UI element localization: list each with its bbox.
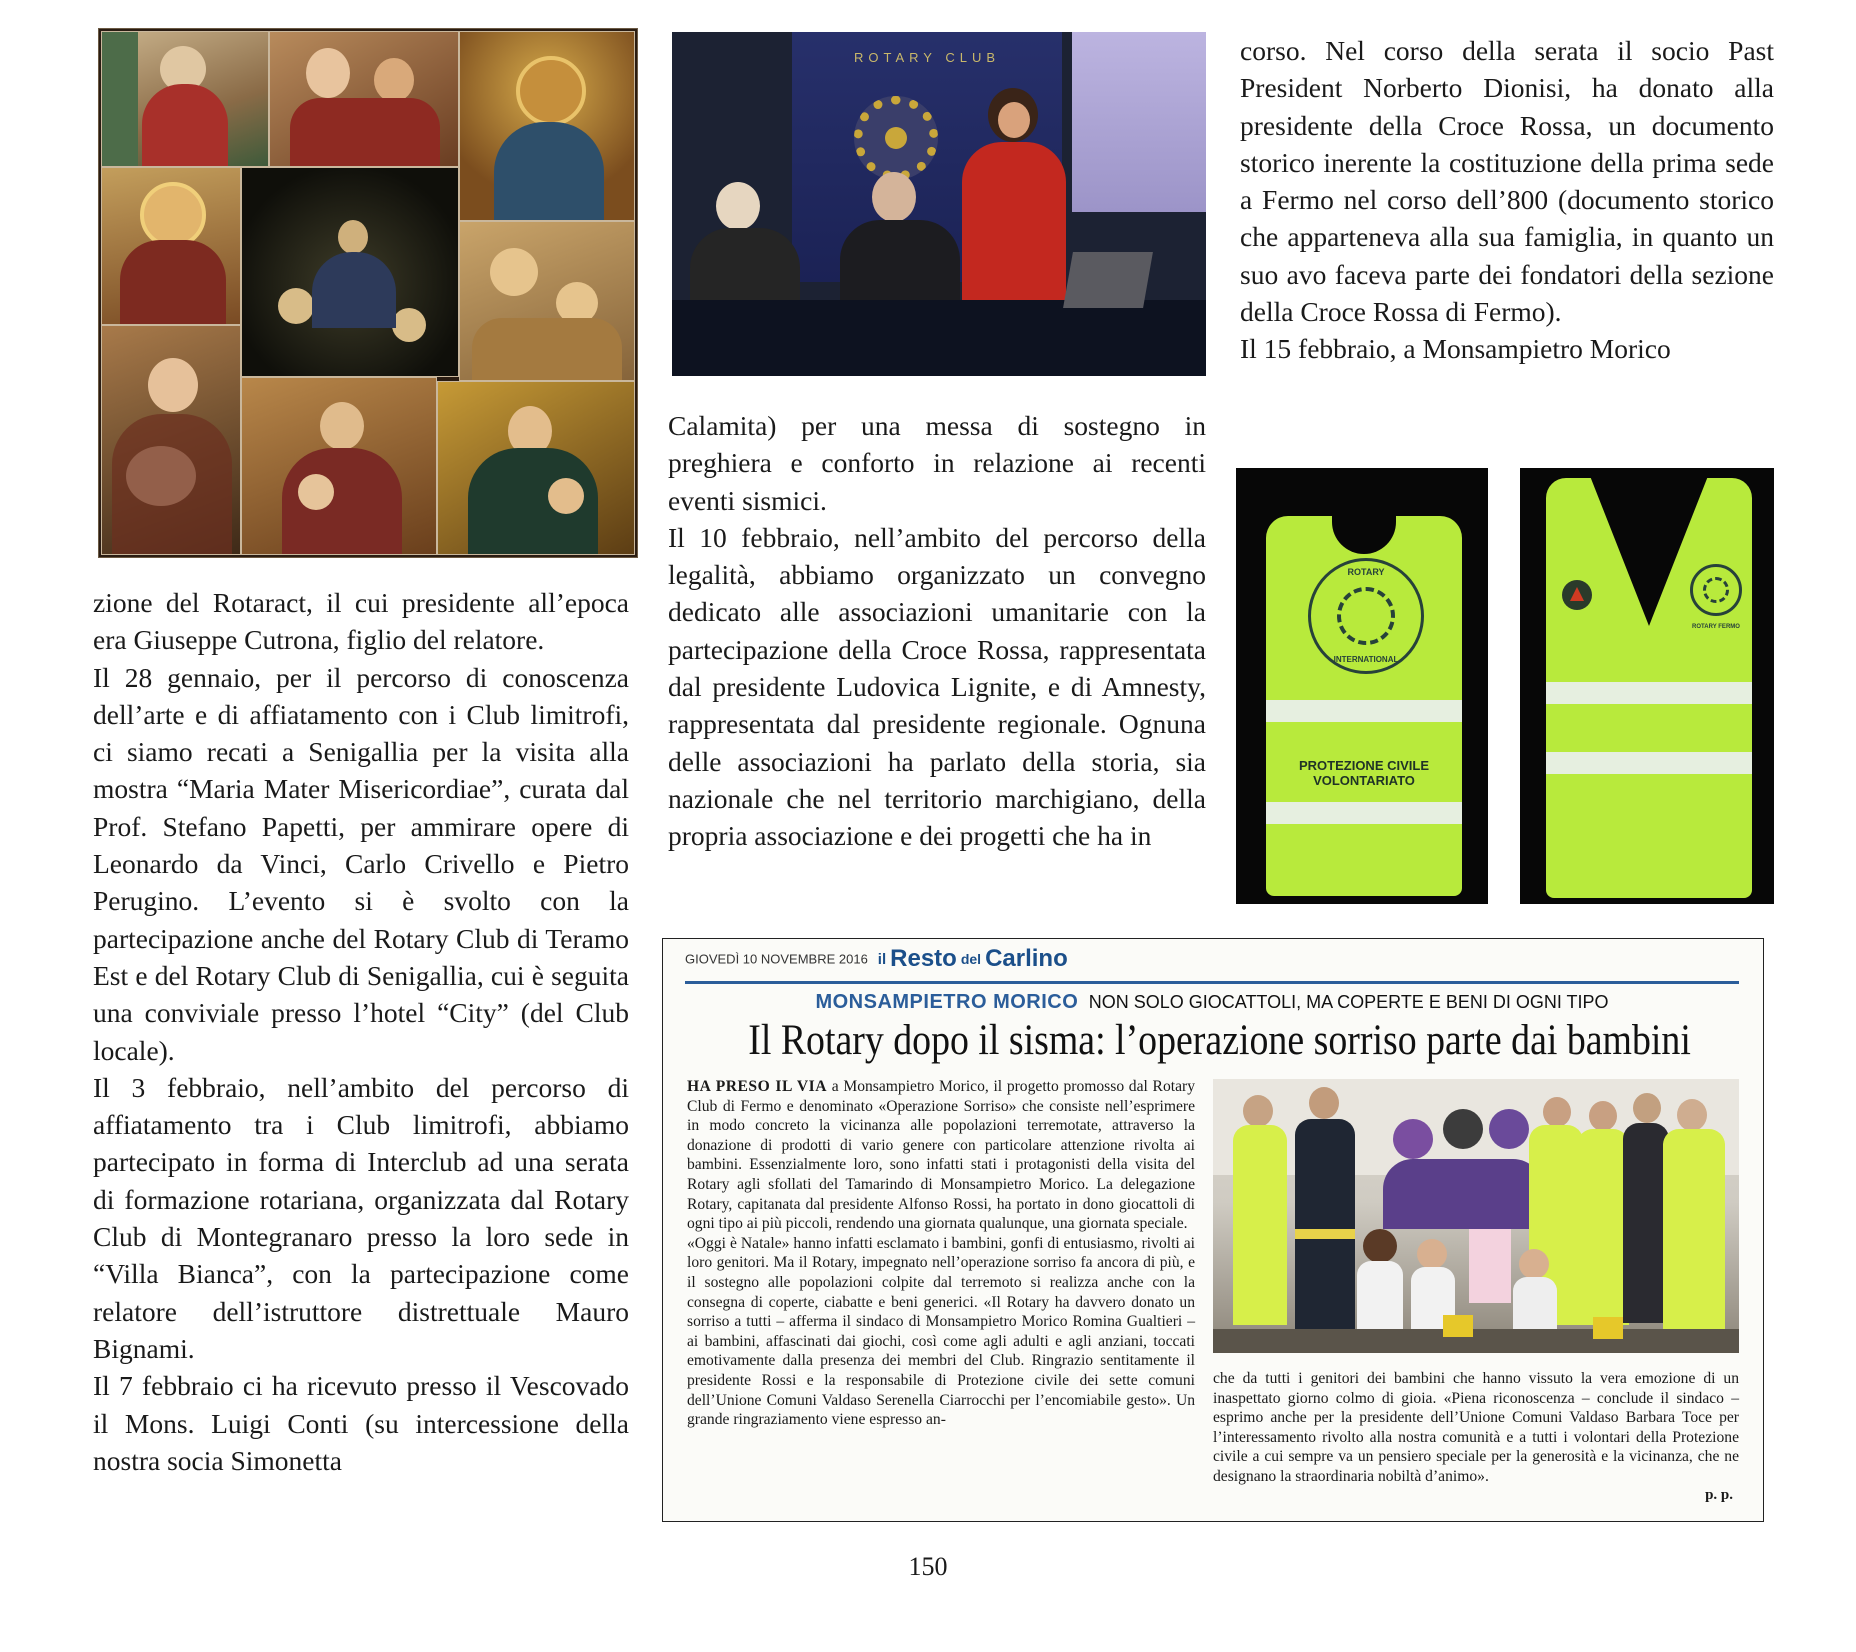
kicker-subtitle: NON SOLO GIOCATTOLI, MA COPERTE E BENI DI OGNI TIPO <box>1088 992 1609 1012</box>
ring-text-bottom: INTERNATIONAL <box>1333 655 1399 664</box>
reflective-stripe <box>1546 752 1752 774</box>
paragraph-28-gennaio: Il 28 gennaio, per il percorso di conoscenza dell’arte e di affiatamento con i Club limitrofi, ci siamo recati a Senigallia per la visita alla mostra “Maria Mater Misericordiae”, curata dal Prof. Stefano Papetti, per ammirare opere di Leonardo da Vinci, Carlo Crivello e Pietro Perugino. L’evento si è svolto con la partecipazione anche del Rotary Club di Teramo Est e del Rotary Club di Senigallia, cui è seguita una conviviale presso l’hotel “City” (del Club locale). <box>93 661 629 1066</box>
kicker-line <box>685 991 1739 1014</box>
vest-back-label: ROTARY FERMO <box>1692 624 1740 630</box>
masthead-il: il <box>877 950 887 968</box>
masthead-del: del <box>960 951 982 967</box>
civil-protection-icon <box>1562 580 1592 610</box>
reflective-stripe <box>1266 700 1462 722</box>
clipping-masthead <box>685 945 1068 979</box>
rotary-wheel-icon <box>1690 564 1742 616</box>
painting-tile <box>459 221 635 381</box>
painting-tile <box>101 31 269 167</box>
painting-tile <box>101 167 241 325</box>
middle-text-column <box>668 407 1206 855</box>
left-text-column <box>93 584 629 1479</box>
crivelli-painting-tile <box>437 381 635 555</box>
speaker-red-jacket <box>962 142 1066 312</box>
rotary-wheel-icon <box>854 96 938 180</box>
paragraph-dionisi: corso. Nel corso della serata il socio Past President Norberto Dionisi, ha donato alla presidente della Croce Rossa, un documento storico inerente la costituzione della prima sede a Fermo nel corso dell’800 (documento storico che apparteneva alla sua famiglia, in quanto un suo avo faceva parte dei fondatori della sezione della Croce Rossa di Fermo). <box>1240 35 1774 328</box>
ring-text-top: ROTARY <box>1347 567 1385 577</box>
clipping-headline: Il Rotary dopo il sisma: l’operazione sorriso parte dai bambini <box>748 1017 1691 1064</box>
body-paragraph-3: che da tutti i genitori dei bambini che hanno vissuto la vera emozione di un inaspettato giorno colmo di gioia. «Piena riconoscenza – conclude il sindaco – esprimo anche per la presidente dell’Unione Comuni Valdaso Barbara Toce per l’interessamento rivolto alla nostra comunità e a tutti i volontari della Protezione civile a cui sempre va un pensiero speciale per la generosità e la vicinanza, che ne designano la straordinaria nobiltà d’animo». <box>1213 1370 1739 1485</box>
madonna-paintings-collage <box>98 28 638 558</box>
clipping-signature: p. p. <box>1705 1487 1733 1503</box>
masthead-rule <box>685 981 1739 984</box>
body-paragraph-2: «Oggi è Natale» hanno infatti esclamato i bambini, gonfi di entusiasmo, rivolti ai loro genitori. Ma il Rotary, impegnato nell’operazione sorriso fa ancora di più, e il sostegno alle popolazioni colpite dal terremoto si realizza anche con la consegna di coperte, ciabatte e beni generici. «Il Rotary ha davvero donato un sorriso a tutti – afferma il sindaco di Monsampietro Morico Romina Gualtieri – ai bambini, affascinati dai giochi, così come agli adulti e agli anziani, toccati emotivamente dalla presenza dei membri del Club. Ringrazio sentitamente il presidente Rossi e la responsabile di Protezione civile dei sette comuni dell’Unione Comuni Valdaso Serenella Ciarrocchi per l’encomiabile gesto». Un grande ringraziamento viene espresso an- <box>687 1234 1195 1429</box>
page-number: 150 <box>908 1552 948 1581</box>
right-text-column <box>1240 32 1774 368</box>
vest-label-line2: VOLONTARIATO <box>1313 773 1415 788</box>
paragraph-3-febbraio: Il 3 febbraio, nell’ambito del percorso di affiatamento tra i Club limitrofi, abbiamo partecipato in forma di Interclub ad una serata di formazione rotariana, organizzata dal Rotary Club di Montegranaro presso la loro sede in “Villa Bianca”, con la partecipazione come relatore dell’istruttore distrettuale Mauro Bignami. <box>93 1071 629 1364</box>
clipping-body-right <box>1213 1369 1739 1487</box>
masthead-carlino: Carlino <box>985 945 1068 972</box>
rotary-wheel-icon <box>1308 558 1424 674</box>
painting-tile <box>241 377 437 555</box>
paragraph-7-febbraio: Il 7 febbraio ci ha ricevuto presso il Vescovado il Mons. Luigi Conti (su intercessione della nostra socia Simonetta <box>93 1370 629 1476</box>
clipping-photo-volunteers <box>1213 1079 1739 1353</box>
paragraph-calamita: Calamita) per una messa di sostegno in preghiera e conforto in relazione ai recenti eventi sismici. <box>668 410 1206 516</box>
painting-tile <box>269 31 459 167</box>
vest-label <box>1266 758 1462 788</box>
rotary-meeting-photo <box>672 32 1206 376</box>
reflective-stripe <box>1266 802 1462 824</box>
painting-tile <box>459 31 635 221</box>
paragraph-10-febbraio: Il 10 febbraio, nell’ambito del percorso della legalità, abbiamo organizzato un convegno dedicato alle associazioni umanitarie con la partecipazione della Croce Rossa, rappresentata dal presidente Ludovica Lignite, e di Amnesty, rappresentata dal presidente regionale. Ognuna delle associazioni ha parlato della storia, sia nazionale che nel territorio marchigiano, della propria associazione e dei progetti che ha in <box>668 521 1206 852</box>
lead-in: HA PRESO IL VIA <box>687 1078 828 1095</box>
projection-screen <box>1072 32 1206 212</box>
clipping-body-left <box>687 1077 1195 1430</box>
leonardo-painting-tile <box>241 167 459 377</box>
kicker-place: MONSAMPIETRO MORICO <box>815 991 1079 1013</box>
clipping-date: GIOVEDÌ 10 NOVEMBRE 2016 <box>685 951 868 967</box>
painting-tile <box>101 325 241 555</box>
masthead-resto: Resto <box>890 945 957 972</box>
paragraph-rotaract: zione del Rotaract, il cui presidente all’epoca era Giuseppe Cutrona, figlio del relatore. <box>93 587 629 656</box>
vest-label-line1: PROTEZIONE CIVILE <box>1298 758 1429 773</box>
conference-table <box>672 300 1206 376</box>
paragraph-15-febbraio: Il 15 febbraio, a Monsampietro Morico <box>1240 333 1671 365</box>
banner-text: ROTARY CLUB <box>853 50 1001 65</box>
vest-photo-back <box>1520 468 1774 904</box>
newspaper-clipping <box>662 938 1764 1522</box>
reflective-stripe <box>1546 682 1752 704</box>
body-paragraph-1: a Monsampietro Morico, il progetto promosso dal Rotary Club di Fermo e denominato «Operazione Sorriso» che consiste nell’esprimere in modo concreto la vicinanza alle popolazioni terremotate, attraverso la donazione di prodotti di vario genere con particolare attenzione rivolta ai bambini. Essenzialmente loro, sono infatti stati i protagonisti della visita del Rotary agli sfollati del Tamarindo di Monsampietro Morico. La delegazione Rotary, capitanata dal presidente Alfonso Rossi, ha portato in dono giocattoli di ogni tipo ai più piccoli, rendendo una giornata qualunque, una giornata speciale. <box>687 1078 1195 1233</box>
vest-photo-front <box>1236 468 1488 904</box>
laptop <box>1063 252 1153 308</box>
